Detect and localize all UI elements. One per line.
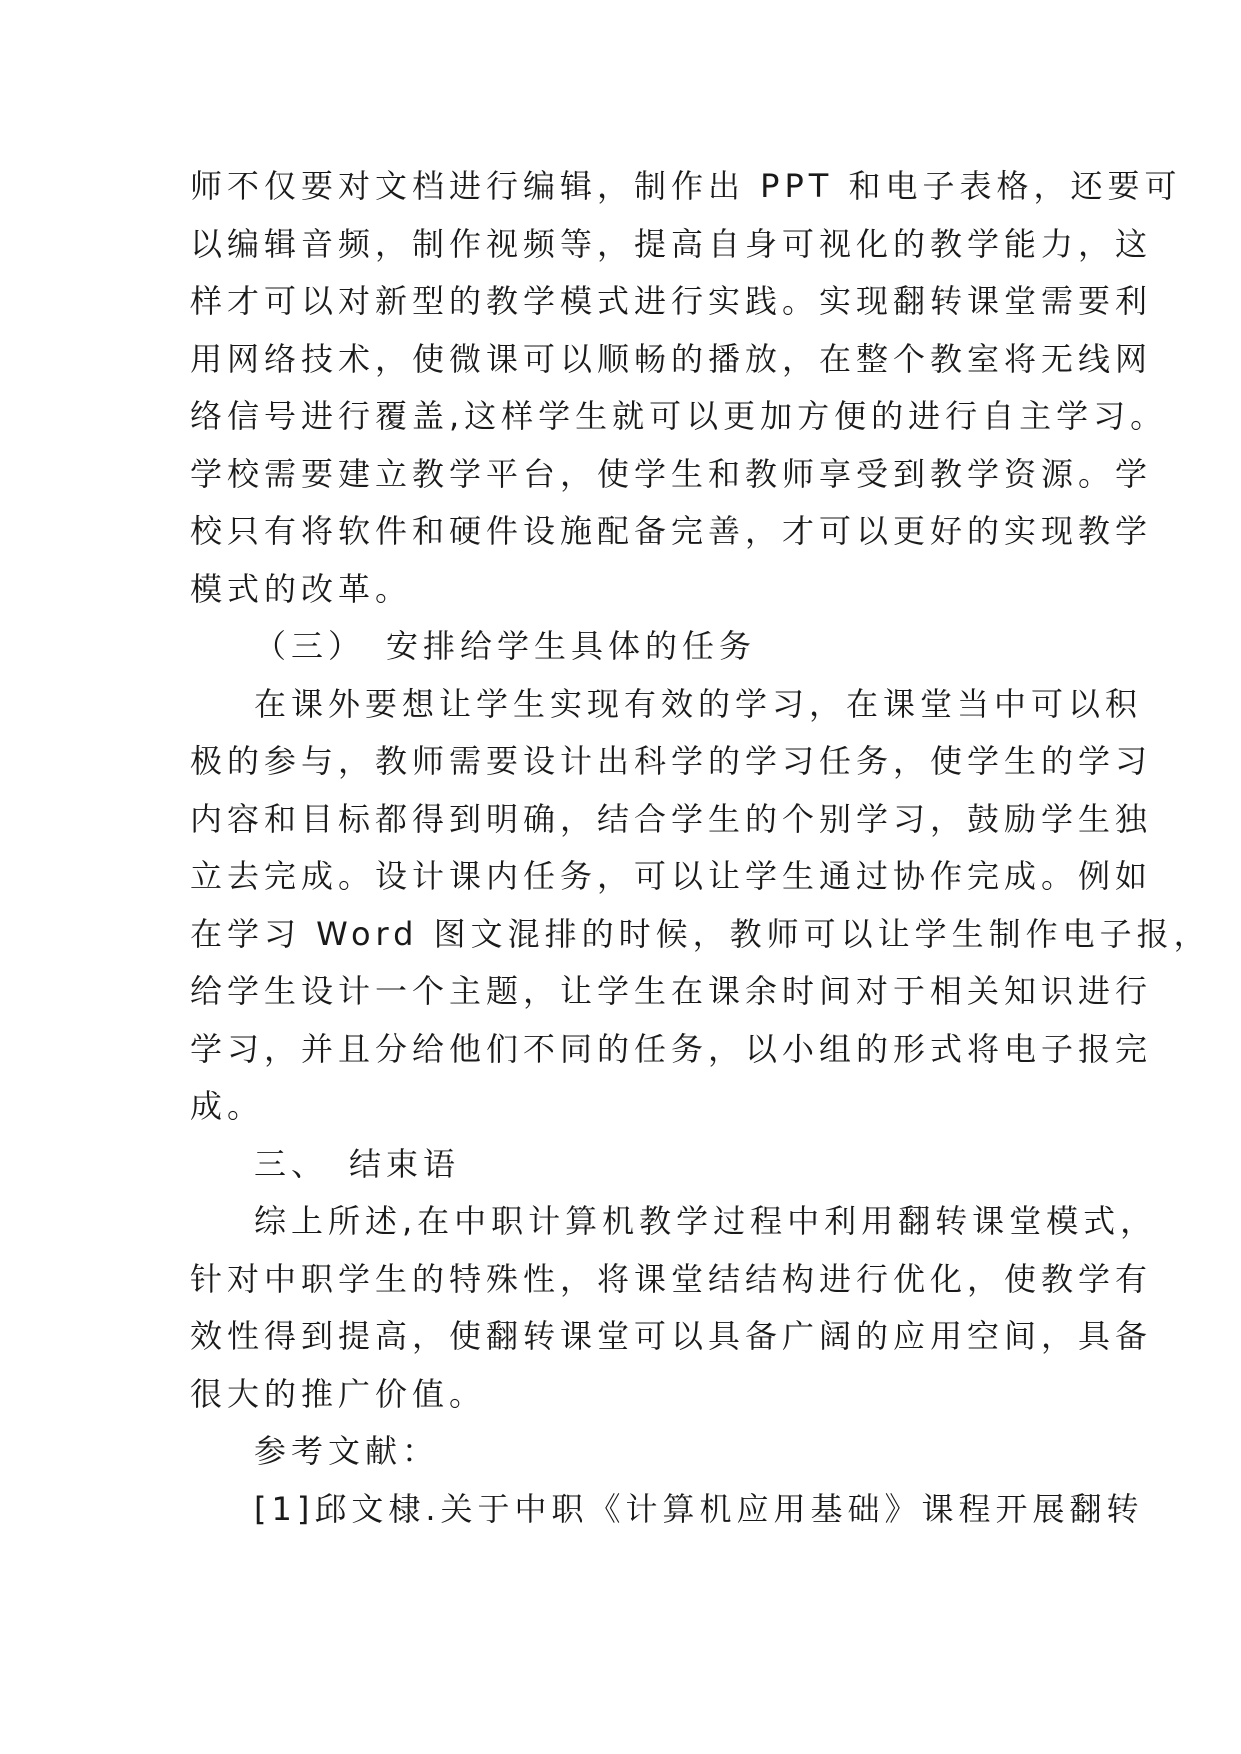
paragraph-line: 样才可以对新型的教学模式进行实践。实现翻转课堂需要利 <box>190 282 1153 320</box>
paragraph-line: 综上所述,在中职计算机教学过程中利用翻转课堂模式， <box>254 1202 1158 1240</box>
paragraph-line: 立去完成。设计课内任务，可以让学生通过协作完成。例如 <box>190 857 1153 895</box>
paragraph-line: 用网络技术，使微课可以顺畅的播放，在整个教室将无线网 <box>190 339 1153 378</box>
reference-entry: [1]邱文棣.关于中职《计算机应用基础》课程开展翻转 <box>254 1489 1144 1528</box>
paragraph-line: 以编辑音频，制作视频等，提高自身可视化的教学能力，这 <box>190 224 1153 263</box>
references-heading: 参考文献： <box>254 1432 440 1470</box>
paragraph-line: 在学习 Word 图文混排的时候，教师可以让学生制作电子报， <box>190 914 1211 953</box>
paragraph-line: 学习，并且分给他们不同的任务，以小组的形式将电子报完 <box>190 1029 1153 1068</box>
body-text <box>190 158 1211 1538</box>
paragraph-line: 极的参与，教师需要设计出科学的学习任务，使学生的学习 <box>190 742 1153 780</box>
paragraph-line: 很大的推广价值。 <box>190 1374 487 1413</box>
paragraph-line: 模式的改革。 <box>190 569 413 608</box>
paragraph-line: 针对中职学生的特殊性，将课堂结结构进行优化，使教学有 <box>190 1259 1153 1298</box>
section-heading: （三） 安排给学生具体的任务 <box>254 627 757 665</box>
paragraph-line: 效性得到提高，使翻转课堂可以具备广阔的应用空间，具备 <box>190 1317 1153 1355</box>
section-heading: 三、 结束语 <box>254 1144 461 1183</box>
paragraph-line: 在课外要想让学生实现有效的学习，在课堂当中可以积 <box>254 684 1143 723</box>
paragraph-line: 学校需要建立教学平台，使学生和教师享受到教学资源。学 <box>190 454 1153 493</box>
paragraph-line: 成。 <box>190 1087 265 1125</box>
paragraph-line: 络信号进行覆盖,这样学生就可以更加方便的进行自主学习。 <box>190 397 1168 435</box>
paragraph-line: 师不仅要对文档进行编辑，制作出 PPT 和电子表格，还要可 <box>190 167 1182 205</box>
paragraph-line: 内容和目标都得到明确，结合学生的个别学习，鼓励学生独 <box>190 799 1153 838</box>
paragraph-line: 给学生设计一个主题，让学生在课余时间对于相关知识进行 <box>190 972 1153 1010</box>
paragraph-line: 校只有将软件和硬件设施配备完善，才可以更好的实现教学 <box>190 512 1153 550</box>
